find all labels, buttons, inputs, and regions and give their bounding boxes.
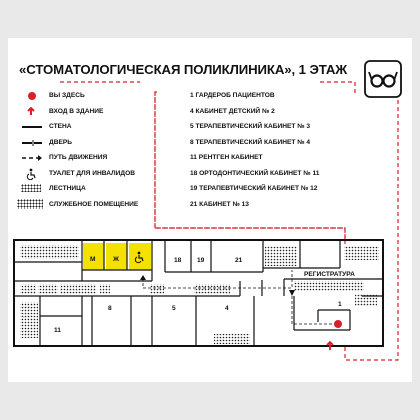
legend-service-room: СЛУЖЕБНОЕ ПОМЕЩЕНИЕ — [49, 201, 139, 208]
accessible-toilet — [129, 243, 151, 270]
plan-toilet-women: Ж — [113, 256, 119, 263]
plan-registry: РЕГИСТРАТУРА — [304, 271, 355, 278]
room-list-item: 1 ГАРДЕРОБ ПАЦИЕНТОВ — [190, 92, 275, 99]
you-are-here-marker — [334, 320, 342, 328]
plan-toilet-men: М — [90, 256, 96, 263]
room-list-item: 11 РЕНТГЕН КАБИНЕТ — [190, 154, 263, 161]
plan-room-19: 19 — [197, 257, 205, 264]
room-list-item: 4 КАБИНЕТ ДЕТСКИЙ № 2 — [190, 108, 275, 115]
plan-room-11: 11 — [54, 327, 61, 334]
plan-room-5: 5 — [172, 305, 176, 312]
room-list-item: 21 КАБИНЕТ № 13 — [190, 201, 249, 208]
room-list-item: 8 ТЕРАПЕВТИЧЕСКИЙ КАБИНЕТ № 4 — [190, 139, 311, 146]
plan-room-8: 8 — [108, 305, 112, 312]
legend-stairs: ЛЕСТНИЦА — [49, 185, 86, 192]
legend-door: ДВЕРЬ — [49, 139, 72, 146]
legend-you-are-here: ВЫ ЗДЕСЬ — [49, 92, 85, 99]
plan-room-18: 18 — [174, 257, 182, 264]
plan-room-21: 21 — [235, 257, 243, 264]
legend-wall: СТЕНА — [49, 123, 72, 130]
legend-path: ПУТЬ ДВИЖЕНИЯ — [49, 154, 108, 161]
room-list-item: 5 ТЕРАПЕВТИЧЕСКИЙ КАБИНЕТ № 3 — [190, 123, 311, 130]
room-list-item: 19 ТЕРАПЕВТИЧЕСКИЙ КАБИНЕТ № 12 — [190, 185, 318, 192]
plan-room-1: 1 — [338, 301, 342, 308]
plan-room-4: 4 — [225, 305, 229, 312]
room-list-item: 18 ОРТОДОНТИЧЕСКИЙ КАБИНЕТ № 11 — [190, 170, 320, 177]
legend-entrance: ВХОД В ЗДАНИЕ — [49, 108, 104, 115]
page-title: «СТОМАТОЛОГИЧЕСКАЯ ПОЛИКЛИНИКА», 1 ЭТАЖ — [19, 62, 348, 77]
legend-accessible-toilet: ТУАЛЕТ ДЛЯ ИНВАЛИДОВ — [49, 170, 135, 177]
